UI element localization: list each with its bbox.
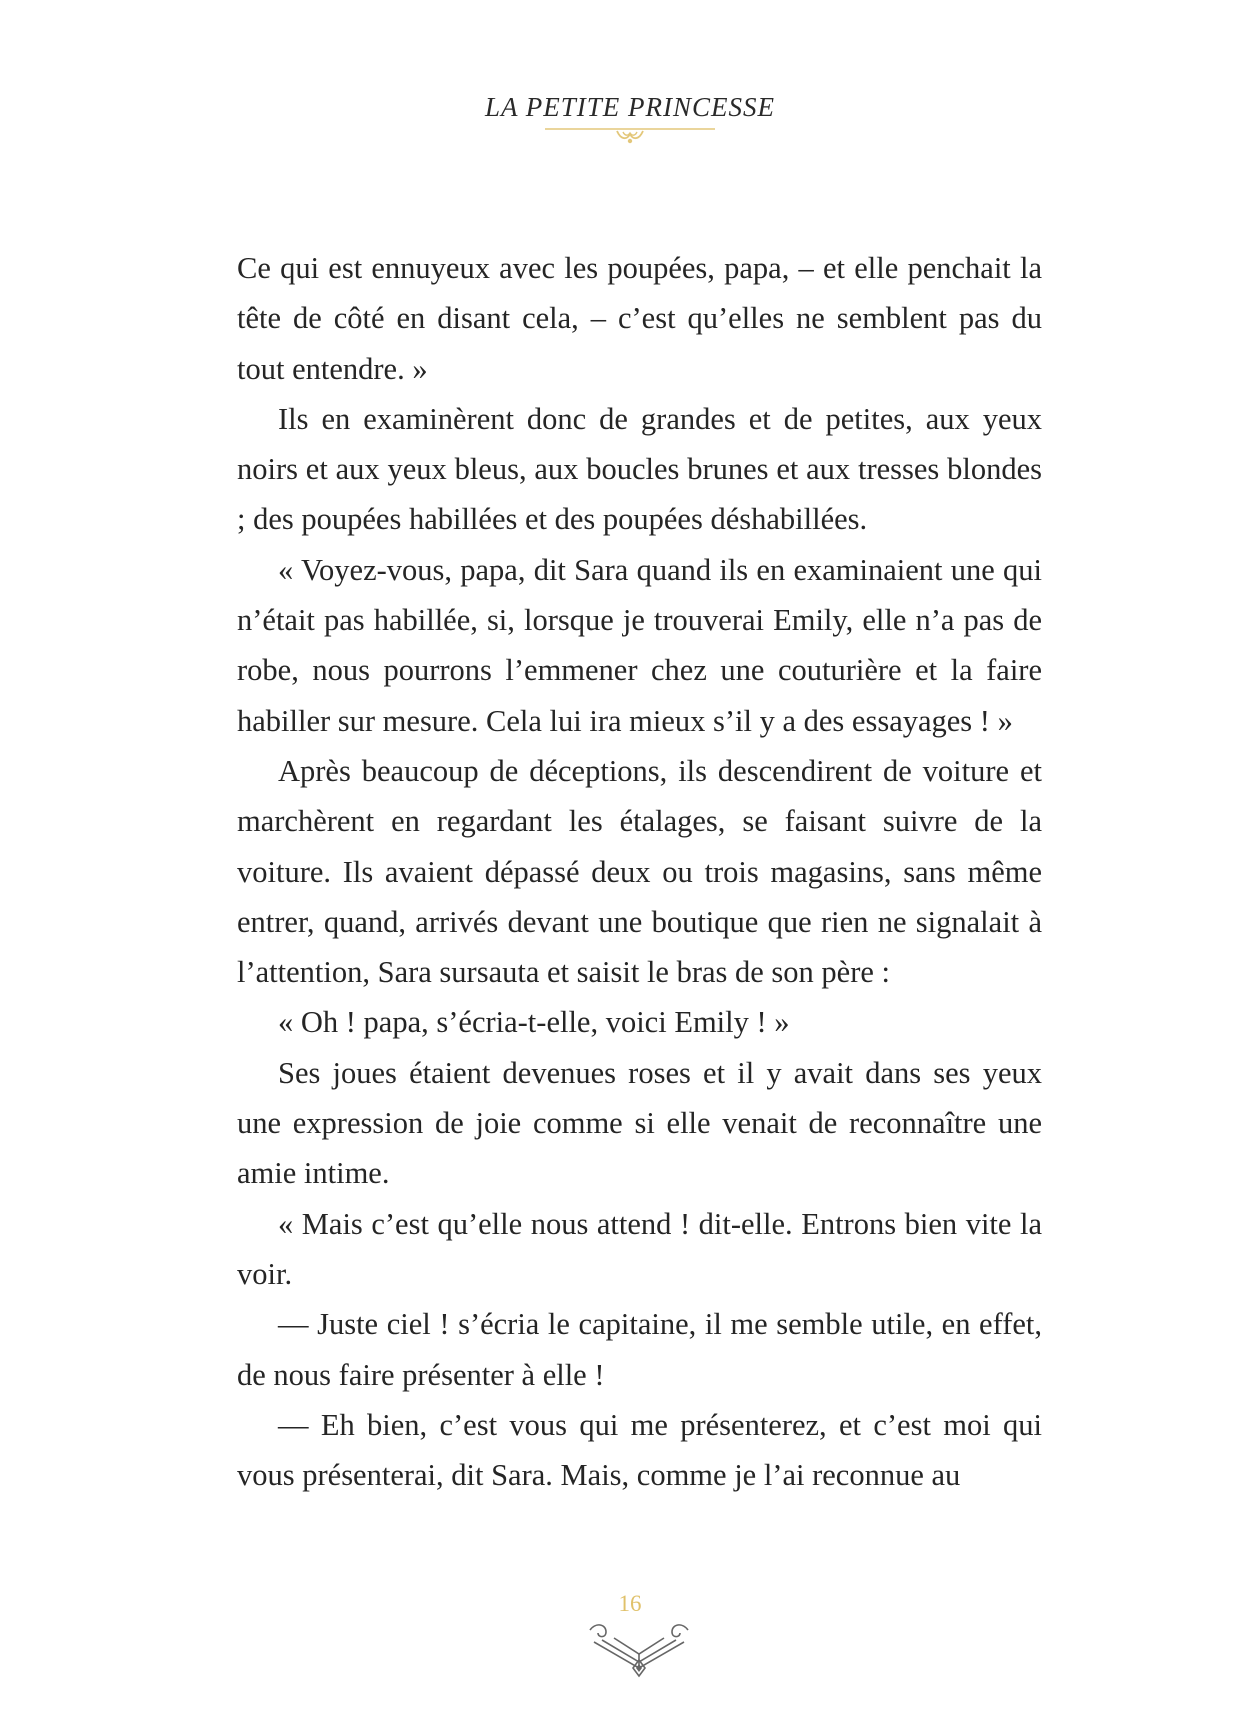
paragraph: Ils en examinèrent donc de grandes et de petites, aux yeux noirs et aux yeux bleus, aux boucles brunes et aux tresses blondes ; des poupées habillées et des poupées déshabillées. (237, 401, 1042, 537)
paragraph: Après beaucoup de déceptions, ils descendirent de voiture et marchèrent en regardant les étalages, se faisant suivre de la voiture. Ils avaient dépassé deux ou trois magasins, sans même entrer, quand, arrivés devant une boutique que rien ne signalait à l’attention, Sara sursauta et saisit le bras de son père : (237, 753, 1042, 990)
page-number: 16 (618, 1591, 642, 1616)
paragraph: — Eh bien, c’est vous qui me présenterez, et c’est moi qui vous présenterai, dit Sara. Mais, comme je l’ai reconnue au (237, 1407, 1042, 1493)
body-text (237, 243, 1042, 1500)
paragraph: « Mais c’est qu’elle nous attend ! dit-elle. Entrons bien vite la voir. (237, 1206, 1042, 1291)
paragraph: — Juste ciel ! s’écria le capitaine, il me semble utile, en effet, de nous faire présenter à elle ! (237, 1307, 1042, 1392)
paragraph: « Voyez-vous, papa, dit Sara quand ils en examinaient une qui n’était pas habillée, si, lorsque je trouverai Emily, elle n’a pas de robe, nous pourrons l’emmener chez une couturière et la faire habiller sur mesure. Cela lui ira mieux s’il y a des essayages ! » (237, 552, 1042, 738)
header-flourish-icon (545, 122, 715, 146)
paragraph: Ce qui est ennuyeux avec les poupées, papa, – et elle penchait la tête de côté en disant cela, – c’est qu’elles ne semblent pas du tout entendre. » (237, 251, 1042, 386)
footer-flourish-icon (584, 1618, 694, 1680)
paragraph: « Oh ! papa, s’écria-t-elle, voici Emily ! » (278, 1005, 790, 1040)
paragraph: Ses joues étaient devenues roses et il y avait dans ses yeux une expression de joie comme si elle venait de reconnaître une amie intime. (237, 1055, 1042, 1191)
running-head: LA PETITE PRINCESSE (484, 92, 775, 122)
